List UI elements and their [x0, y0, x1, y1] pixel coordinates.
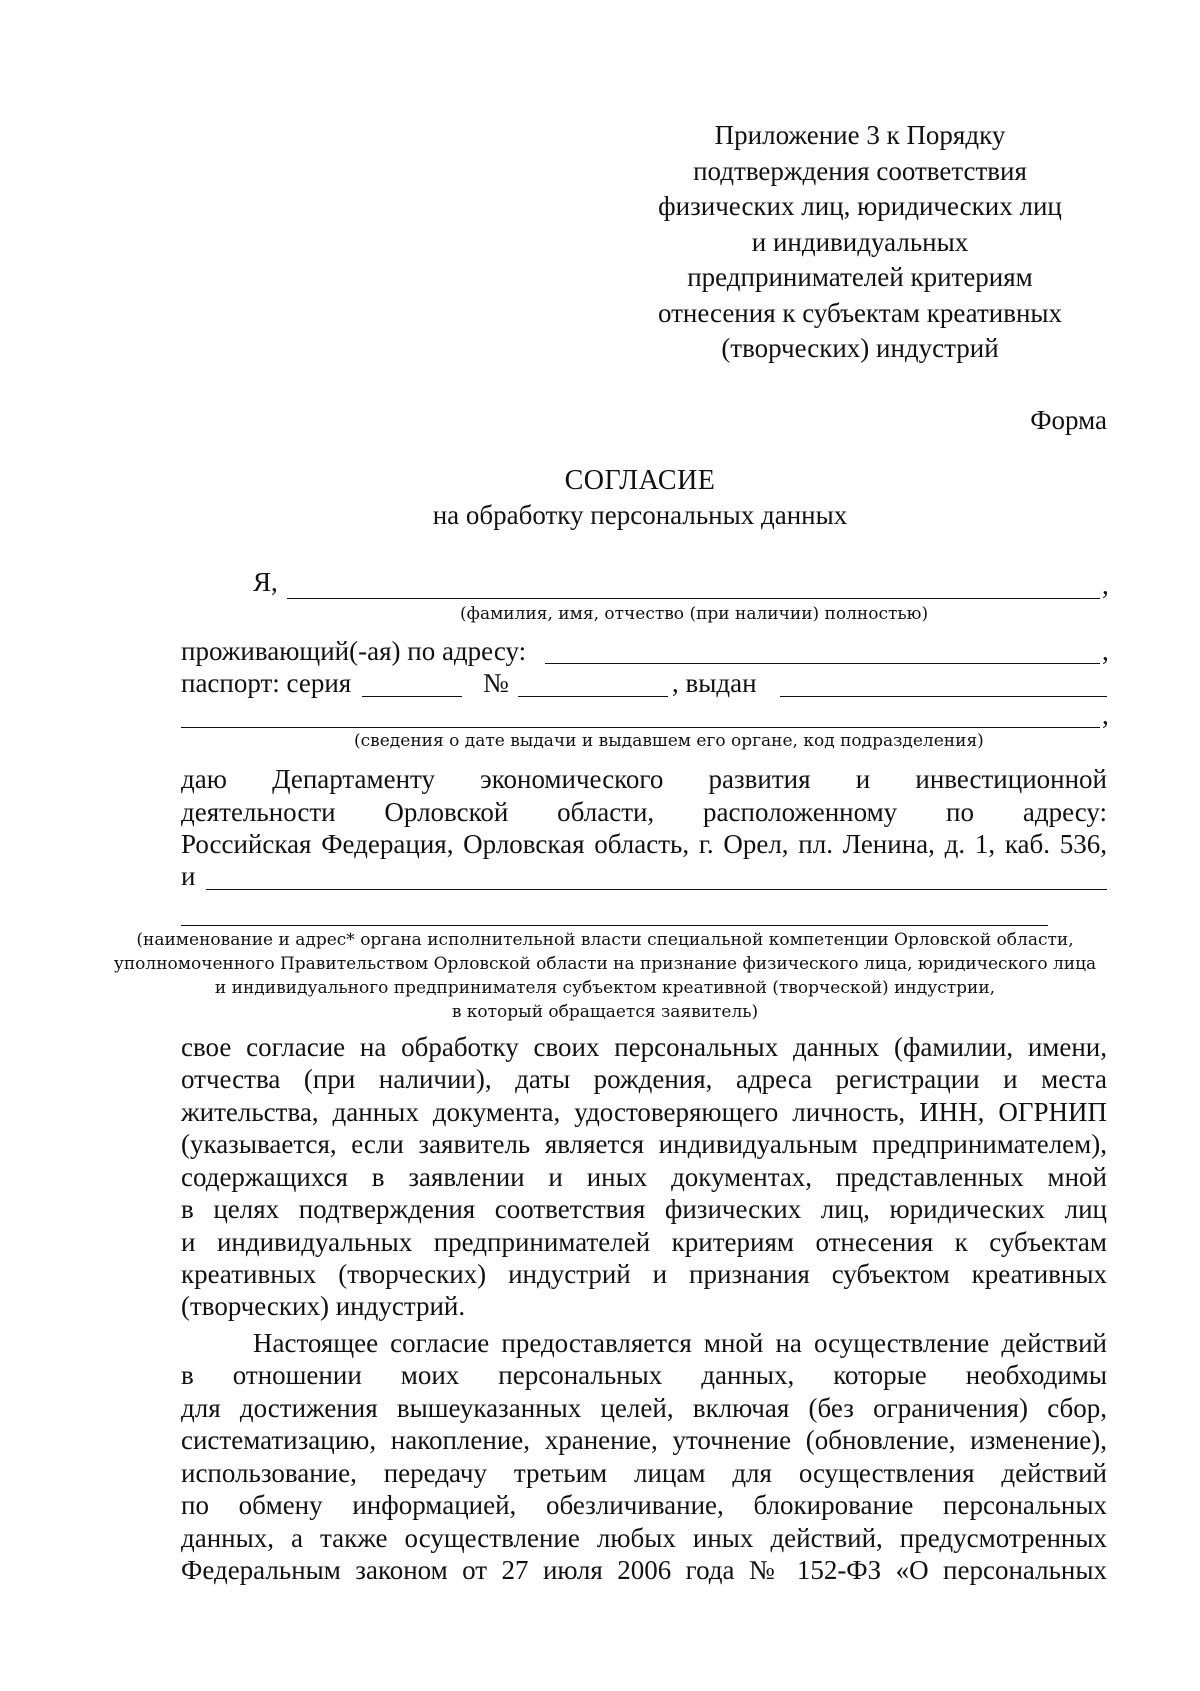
issue-details-note: (сведения о дате выдачи и выдавшем его органе, код подразделения)	[354, 731, 984, 751]
body-text-line: креативных (творческих) индустрий и признания субъектом креативных	[181, 1259, 1107, 1289]
form-label: Форма	[1030, 405, 1107, 435]
organ-note-line: в который обращается заявитель)	[451, 1002, 759, 1022]
appendix-line: отнесения к субъектам креативных	[657, 297, 1063, 328]
full-name-field[interactable]	[287, 598, 1100, 599]
appendix-line: (творческих) индустрий	[721, 333, 999, 363]
body-text-line: деятельности Орловской области, расположенному по адресу:	[181, 797, 1107, 827]
appendix-line: и индивидуальных	[751, 226, 969, 257]
body-text-line: Российская Федерация, Орловская область, г. Орел, пл. Ленина, д. 1, каб. 536,	[181, 829, 1107, 859]
document-title: СОГЛАСИЕ	[564, 465, 716, 496]
address-field[interactable]	[545, 663, 1100, 664]
body-text-line: в целях подтверждения соответствия физических лиц, юридических лиц	[181, 1194, 1107, 1224]
name-comma: ,	[1102, 570, 1109, 600]
issued-by-field[interactable]	[780, 696, 1107, 697]
appendix-line: физических лиц, юридических лиц	[658, 191, 1062, 221]
address-label: проживающий(-ая) по адресу:	[181, 636, 527, 666]
organ-note-line: (наименование и адрес* органа исполнительной власти специальной компетенции Орловской области,	[136, 930, 1074, 950]
i-label: Я,	[253, 567, 278, 597]
body-text-line: Настоящее согласие предоставляется мной на осуществление действий	[253, 1328, 1107, 1358]
passport-series-label: паспорт: серия	[181, 668, 352, 698]
issued-label: , выдан	[672, 668, 757, 698]
organ-note-line: уполномоченного Правительством Орловской области на признание физического лица, юридического лица	[113, 954, 1097, 974]
appendix-line: Приложение 3 к Порядку	[714, 120, 1006, 150]
passport-series-field[interactable]	[362, 696, 462, 697]
address-comma: ,	[1102, 636, 1109, 666]
body-text-line: Федеральным законом от 27 июля 2006 года № 152-ФЗ «О персональных	[181, 1555, 1107, 1585]
body-text-line: жительства, данных документа, удостоверяющего личность, ИНН, ОГРНИП	[181, 1097, 1107, 1127]
body-text-line: использование, передачу третьим лицам для осуществления действий	[181, 1458, 1107, 1488]
organ-note-line: и индивидуального предпринимателя субъектом креативной (творческой) индустрии,	[214, 978, 996, 998]
name-field-note: (фамилия, имя, отчество (при наличии) полностью)	[460, 604, 929, 624]
body-text-line: свое согласие на обработку своих персональных данных (фамилии, имени,	[181, 1032, 1107, 1062]
body-text-line: содержащихся в заявлении и иных документах, представленных мной	[181, 1162, 1107, 1192]
organ-field[interactable]	[206, 889, 1107, 890]
body-text-line: в отношении моих персональных данных, которые необходимы	[181, 1360, 1107, 1390]
and-label: и	[181, 861, 196, 891]
body-text-line: (творческих) индустрий.	[181, 1291, 466, 1321]
organ-field-continued[interactable]	[181, 925, 1048, 926]
body-text-line: систематизацию, накопление, хранение, уточнение (обновление, изменение),	[181, 1425, 1107, 1455]
issue-details-field[interactable]	[181, 727, 1100, 728]
appendix-reference	[640, 118, 1080, 367]
body-text-line: отчества (при наличии), даты рождения, адреса регистрации и места	[181, 1064, 1107, 1094]
body-text-line: (указывается, если заявитель является индивидуальным предпринимателем),	[181, 1129, 1107, 1159]
body-text-line: и индивидуальных предпринимателей критериям отнесения к субъектам	[181, 1227, 1107, 1257]
body-text-line: данных, а также осуществление любых иных действий, предусмотренных	[181, 1523, 1107, 1553]
passport-number-field[interactable]	[518, 696, 668, 697]
body-text-line: даю Департаменту экономического развития и инвестиционной	[181, 764, 1107, 794]
appendix-line: предпринимателей критериям	[687, 262, 1033, 292]
appendix-line: подтверждения соответствия	[693, 155, 1027, 186]
body-text-line: по обмену информацией, обезличивание, блокирование персональных	[181, 1490, 1107, 1520]
document-subtitle: на обработку персональных данных	[432, 500, 848, 530]
passport-number-label: №	[483, 668, 509, 698]
issue-comma: ,	[1102, 700, 1109, 730]
body-text-line: для достижения вышеуказанных целей, включая (без ограничения) сбор,	[181, 1393, 1107, 1423]
